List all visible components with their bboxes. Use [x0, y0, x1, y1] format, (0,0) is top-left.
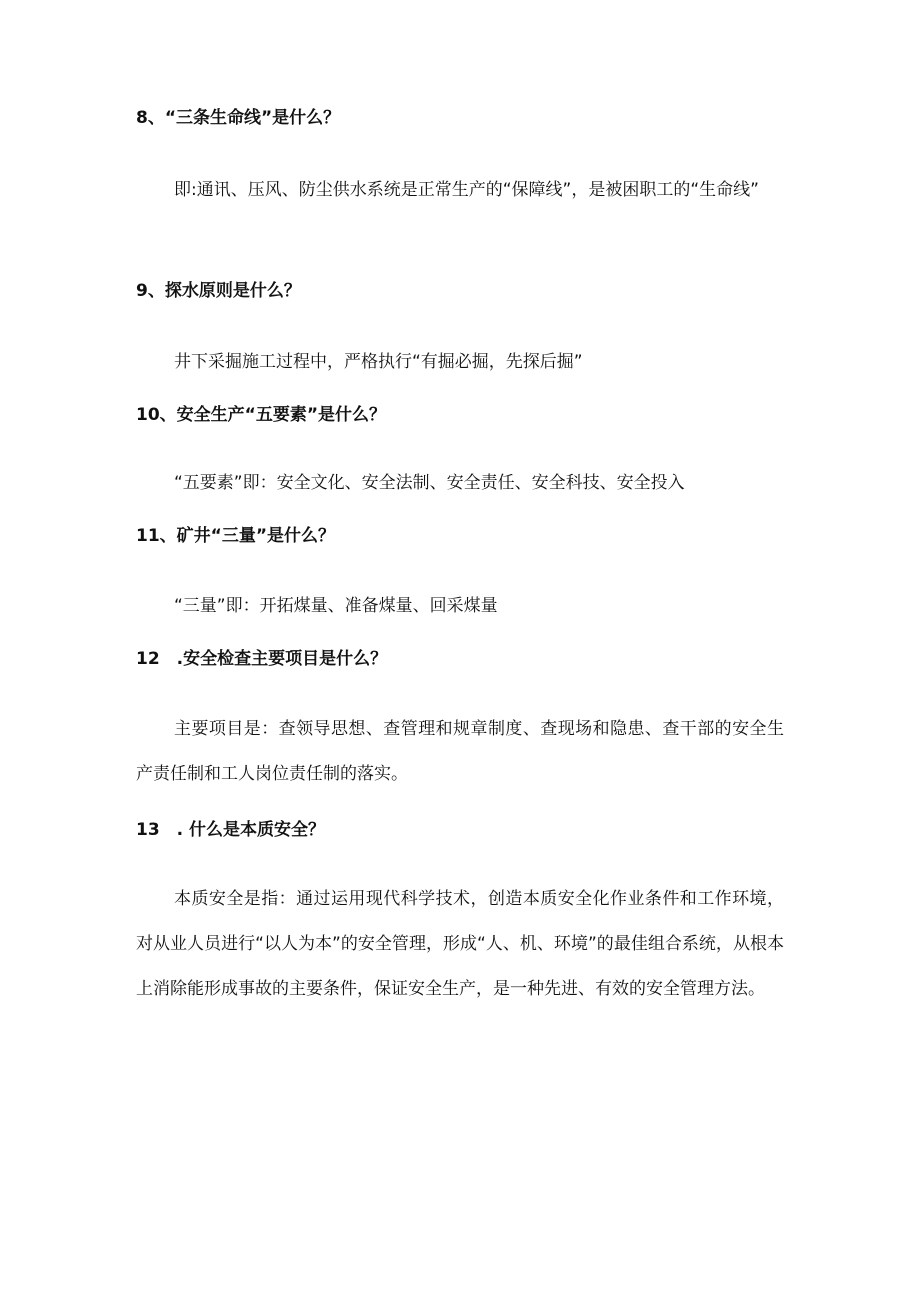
answer-9: 井下采掘施工过程中，严格执行“有掘必掘，先探后掘”	[174, 352, 583, 372]
answer-8: 即:通讯、压风、防尘供水系统是正常生产的“保障线”，是被困职工的“生命线”	[174, 180, 759, 200]
answer-11: “三量”即：开拓煤量、准备煤量、回采煤量	[174, 596, 498, 616]
question-11: 11、矿井“三量”是什么？	[136, 526, 336, 546]
question-13: 13 . 什么是本质安全？	[136, 820, 326, 840]
question-9: 9、探水原则是什么？	[136, 281, 301, 301]
question-8: 8、“三条生命线”是什么？	[136, 108, 341, 128]
question-12: 12 .安全检查主要项目是什么？	[136, 649, 388, 669]
answer-13: 本质安全是指：通过运用现代科学技术，创造本质安全化作业条件和工作环境，对从业人员进行“以人为本”的安全管理，形成“人、机、环境”的最佳组合系统，从根本上消除能形成事故的主要条件，保证安全生产，是一种先进、有效的安全管理方法。	[136, 889, 784, 999]
question-10: 10、安全生产“五要素”是什么？	[136, 405, 387, 425]
answer-10: “五要素”即：安全文化、安全法制、安全责任、安全科技、安全投入	[174, 473, 685, 493]
answer-12: 主要项目是：查领导思想、查管理和规章制度、查现场和隐患、查干部的安全生产责任制和工人岗位责任制的落实。	[136, 719, 784, 784]
